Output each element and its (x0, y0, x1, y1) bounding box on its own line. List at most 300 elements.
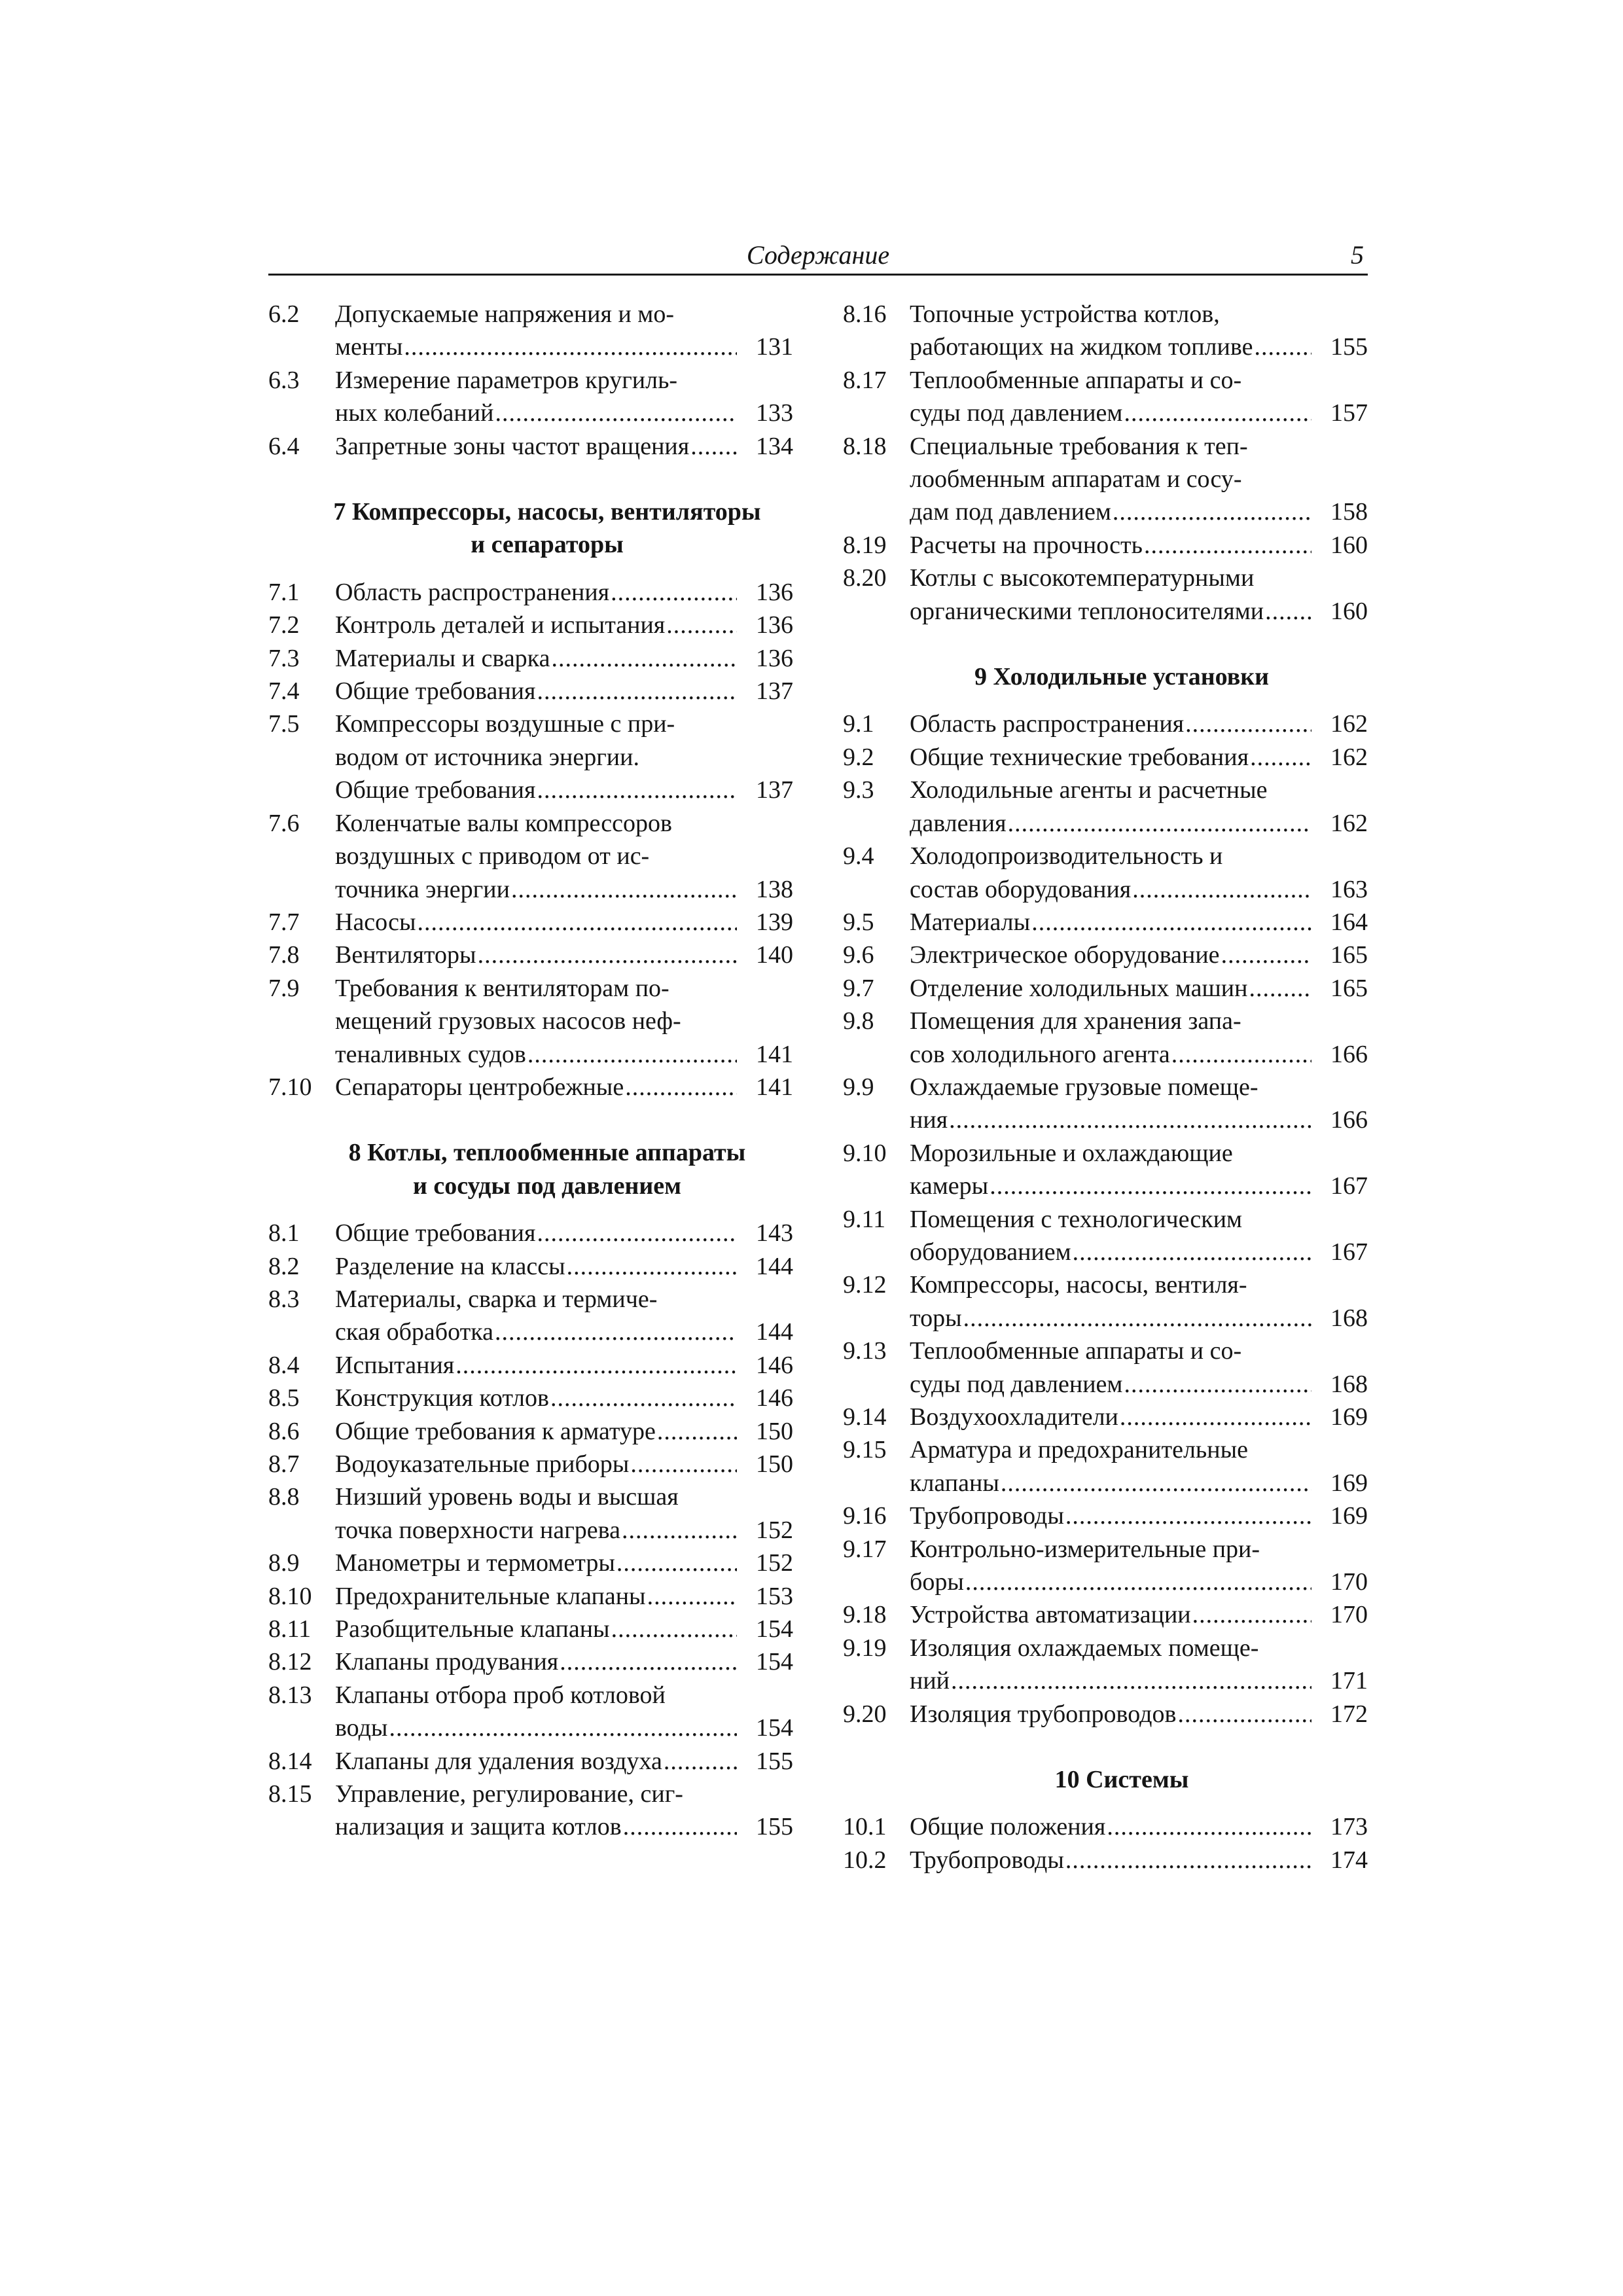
toc-entry-page: 139 (756, 908, 793, 936)
toc-entry-title-text: клапаны (910, 1469, 999, 1497)
toc-entry-title-text: ская обработка (335, 1318, 493, 1346)
toc-entry-title-line (335, 397, 793, 429)
toc-entry-title-line (910, 1698, 1368, 1731)
toc-entry-title-line (910, 939, 1368, 971)
dot-leader (527, 1038, 737, 1071)
dot-leader (1144, 529, 1311, 562)
toc-entry-number: 8.8 (268, 1483, 300, 1511)
toc-entry-title-text: Конструкция котлов (335, 1384, 549, 1412)
toc-entry-title-line (335, 430, 793, 463)
toc-entry-title-line (910, 972, 1368, 1005)
toc-entry-title-text: Насосы (335, 908, 416, 936)
toc-entry-title-line: Холодопроизводительность и (910, 842, 1223, 870)
toc-entry-title-text: точка поверхности нагрева (335, 1516, 620, 1544)
toc-entry-number: 9.4 (843, 842, 874, 870)
toc-entry[interactable] (268, 1382, 793, 1414)
toc-entry-number: 8.12 (268, 1648, 312, 1676)
dot-leader (611, 1613, 737, 1645)
toc-entry[interactable] (268, 298, 793, 364)
toc-entry-number: 6.4 (268, 432, 300, 460)
dot-leader (455, 1349, 737, 1382)
toc-entry-title-text: теналивных судов (335, 1040, 526, 1068)
toc-entry-title-text: Общие требования (335, 1219, 536, 1247)
toc-entry-number: 9.1 (843, 710, 874, 738)
toc-entry-number: 7.6 (268, 809, 300, 837)
toc-entry-page: 143 (756, 1219, 793, 1247)
toc-entry-title-line (910, 873, 1368, 906)
toc-entry-number: 8.17 (843, 366, 887, 394)
running-title: Содержание (746, 240, 890, 270)
toc-entry[interactable] (843, 1844, 1368, 1876)
toc-entry-page: 155 (1330, 333, 1368, 361)
toc-entry[interactable] (268, 642, 793, 675)
toc-entry-title-text: суды под давлением (910, 399, 1123, 427)
toc-entry-page: 136 (756, 578, 793, 606)
toc-entry-number: 9.17 (843, 1535, 887, 1563)
toc-entry[interactable] (268, 1547, 793, 1579)
toc-entry-title-text: Область распространения (335, 578, 610, 606)
dot-leader (611, 576, 737, 609)
toc-entry-page: 166 (1330, 1040, 1368, 1068)
toc-entry-number: 9.18 (843, 1601, 887, 1629)
toc-entry-title-text: воды (335, 1714, 388, 1742)
toc-entry-title-line: Арматура и предохранительные (910, 1436, 1248, 1464)
toc-entry[interactable] (268, 609, 793, 641)
toc-entry-number: 8.13 (268, 1681, 312, 1709)
toc-entry-title-text: Материалы и сварка (335, 644, 550, 672)
dot-leader (1265, 595, 1311, 628)
toc-entry-page: 174 (1330, 1846, 1368, 1874)
toc-entry-number: 7.2 (268, 611, 300, 639)
dot-leader (418, 906, 737, 939)
toc-entry[interactable] (843, 1499, 1368, 1532)
toc-entry-title-line (910, 1844, 1368, 1876)
dot-leader (1254, 331, 1311, 363)
dot-leader (551, 642, 737, 675)
toc-entry-title-text: работающих на жидком топливе (910, 333, 1253, 361)
dot-leader (495, 397, 737, 429)
toc-entry-title-text: Испытания (335, 1351, 455, 1379)
toc-entry[interactable] (843, 430, 1368, 529)
toc-entry-title-line (910, 1566, 1368, 1598)
toc-entry-page: 168 (1330, 1370, 1368, 1398)
toc-entry-title-line (335, 576, 793, 609)
toc-entry-title-text: Отделение холодильных машин (910, 974, 1248, 1002)
toc-entry[interactable] (843, 364, 1368, 430)
toc-entry-number: 9.7 (843, 974, 874, 1002)
toc-entry[interactable] (843, 906, 1368, 939)
toc-entry-page: 154 (756, 1648, 793, 1676)
toc-entry-title-line (335, 1514, 793, 1547)
toc-entry-number: 7.9 (268, 974, 300, 1002)
toc-entry-title-line (335, 939, 793, 971)
toc-entry-number: 8.19 (843, 531, 887, 559)
toc-entry-title-text: органическими теплоносителями (910, 597, 1264, 625)
toc-entry-number: 9.3 (843, 776, 874, 804)
toc-entry[interactable] (843, 840, 1368, 906)
toc-entry-page: 152 (756, 1549, 793, 1577)
toc-entry-number: 8.14 (268, 1747, 312, 1775)
toc-entry-number: 9.13 (843, 1337, 887, 1365)
toc-entry[interactable] (843, 708, 1368, 740)
toc-entry-title-text: торы (910, 1304, 962, 1332)
dot-leader (560, 1645, 737, 1678)
dot-leader (1107, 1810, 1311, 1843)
toc-entry-number: 9.5 (843, 908, 874, 936)
toc-entry-page: 152 (756, 1516, 793, 1544)
dot-leader (1185, 708, 1311, 740)
toc-entry-number: 8.20 (843, 564, 887, 592)
toc-entry-page: 172 (1330, 1700, 1368, 1728)
toc-entry-title-text: дам под давлением (910, 498, 1111, 526)
toc-entry-number: 7.7 (268, 908, 300, 936)
toc-entry-title-text: Разделение на классы (335, 1252, 565, 1280)
toc-entry-page: 141 (756, 1040, 793, 1068)
toc-entry-number: 9.15 (843, 1436, 887, 1464)
toc-entry[interactable] (843, 1698, 1368, 1731)
toc-entry-page: 150 (756, 1450, 793, 1478)
toc-entry-title-text: Запретные зоны частот вращения (335, 432, 690, 460)
toc-entry[interactable] (268, 1250, 793, 1283)
toc-entry-number: 7.5 (268, 710, 300, 738)
toc-entry-title-line (335, 1250, 793, 1283)
toc-entry-title-line: Котлы с высокотемпературными (910, 564, 1255, 592)
toc-entry-number: 8.10 (268, 1582, 312, 1610)
toc-entry-page: 155 (756, 1813, 793, 1841)
dot-leader (965, 1566, 1311, 1598)
toc-entry-page: 170 (1330, 1568, 1368, 1596)
toc-entry[interactable] (268, 1778, 793, 1844)
toc-entry-title-text: нализация и защита котлов (335, 1813, 622, 1841)
toc-entry-number: 9.12 (843, 1271, 887, 1299)
toc-entry-page: 133 (756, 399, 793, 427)
toc-entry[interactable] (843, 1433, 1368, 1499)
toc-entry[interactable] (268, 1645, 793, 1678)
toc-entry-title-text: Клапаны продувания (335, 1648, 559, 1676)
toc-entry-number: 8.5 (268, 1384, 300, 1412)
toc-entry-title-line (910, 595, 1368, 628)
toc-entry-title-line: Измерение параметров кругиль- (335, 366, 678, 394)
dot-leader (1132, 873, 1311, 906)
toc-entry-page: 162 (1330, 809, 1368, 837)
toc-entry-title-text: Контроль деталей и испытания (335, 611, 666, 639)
toc-entry-page: 137 (756, 776, 793, 804)
toc-entry[interactable] (843, 774, 1368, 840)
dot-leader (537, 675, 737, 708)
section-heading-line: 8 Котлы, теплообменные аппараты (348, 1139, 746, 1167)
toc-entry-title-line (910, 1038, 1368, 1071)
dot-leader (622, 1514, 737, 1547)
toc-entry-title-line: водом от источника энергии. (335, 743, 639, 771)
toc-entry-title-line: Требования к вентиляторам по- (335, 974, 669, 1002)
toc-entry-title-text: Разобщительные клапаны (335, 1615, 610, 1643)
toc-entry-number: 9.11 (843, 1205, 886, 1233)
toc-entry-title-line: воздушных с приводом от ис- (335, 842, 650, 870)
toc-entry[interactable] (843, 741, 1368, 774)
toc-entry[interactable] (268, 576, 793, 609)
section-heading-line: 9 Холодильные установки (974, 663, 1270, 691)
toc-entry-number: 8.6 (268, 1417, 300, 1445)
toc-entry-title-line (910, 906, 1368, 939)
toc-entry-title-line (335, 642, 793, 675)
toc-entry-title-line (335, 1810, 793, 1843)
toc-entry-title-line (910, 741, 1368, 774)
toc-entry-title-text: Трубопроводы (910, 1846, 1064, 1874)
toc-entry-title-line: Изоляция охлаждаемых помеще- (910, 1634, 1259, 1662)
dot-leader (664, 1745, 737, 1778)
toc-entry-title-text: Сепараторы центробежные (335, 1073, 624, 1101)
toc-entry[interactable] (843, 1137, 1368, 1203)
toc-entry-title-line: Топочные устройства котлов, (910, 300, 1220, 328)
toc-entry-title-line (335, 1415, 793, 1448)
toc-entry-title-line (910, 1401, 1368, 1433)
toc-entry-number: 9.8 (843, 1007, 874, 1035)
toc-entry-page: 166 (1330, 1106, 1368, 1134)
dot-leader (1250, 741, 1311, 774)
toc-entry-page: 162 (1330, 710, 1368, 738)
toc-entry-number: 6.3 (268, 366, 300, 394)
toc-entry-title-text: ний (910, 1667, 950, 1695)
toc-entry-title-text: Общие требования к арматуре (335, 1417, 656, 1445)
toc-entry-page: 169 (1330, 1502, 1368, 1530)
toc-entry[interactable] (268, 939, 793, 971)
dot-leader (1065, 1844, 1311, 1876)
toc-entry-page: 163 (1330, 875, 1368, 903)
toc-entry-number: 8.11 (268, 1615, 312, 1643)
toc-entry-title-line (335, 675, 793, 708)
dot-leader (690, 430, 737, 463)
dot-leader (1065, 1499, 1311, 1532)
toc-entry-title-line (910, 529, 1368, 562)
toc-entry-title-line (335, 1382, 793, 1414)
toc-entry-number: 9.6 (843, 941, 874, 969)
toc-entry-page: 136 (756, 644, 793, 672)
toc-entry[interactable] (268, 1217, 793, 1249)
toc-entry-number: 8.9 (268, 1549, 300, 1577)
toc-entry-page: 154 (756, 1714, 793, 1742)
toc-entry-title-text: Устройства автоматизации (910, 1601, 1191, 1629)
toc-entry[interactable] (843, 562, 1368, 628)
toc-entry-title-line: Коленчатые валы компрессоров (335, 809, 672, 837)
toc-entry-title-text: Изоляция трубопроводов (910, 1700, 1177, 1728)
toc-entry[interactable] (268, 1480, 793, 1547)
toc-entry[interactable] (843, 1005, 1368, 1071)
toc-entry-title-text: Материалы (910, 908, 1031, 936)
toc-entry-number: 9.19 (843, 1634, 887, 1662)
toc-entry-title-line (335, 1316, 793, 1348)
dot-leader (478, 939, 737, 971)
toc-entry[interactable] (843, 1401, 1368, 1433)
toc-entry[interactable] (843, 1203, 1368, 1269)
toc-entry[interactable] (843, 1335, 1368, 1401)
toc-entry[interactable] (268, 430, 793, 463)
toc-entry-number: 8.4 (268, 1351, 300, 1379)
toc-entry-number: 8.15 (268, 1780, 312, 1808)
toc-entry-title-line (335, 1645, 793, 1678)
toc-entry-title-line (910, 1302, 1368, 1335)
section-heading-line: 10 Системы (1054, 1766, 1189, 1794)
dot-leader (404, 331, 737, 363)
toc-entry[interactable] (843, 1268, 1368, 1335)
toc-entry-page: 168 (1330, 1304, 1368, 1332)
toc-entry-title-text: Вентиляторы (335, 941, 476, 969)
toc-entry-title-text: Область распространения (910, 710, 1185, 738)
section-heading (268, 495, 793, 562)
toc-entry-number: 6.2 (268, 300, 300, 328)
toc-entry[interactable] (268, 1071, 793, 1103)
dot-leader (666, 609, 737, 641)
toc-entry-page: 167 (1330, 1172, 1368, 1200)
toc-entry-number: 9.10 (843, 1139, 887, 1167)
dot-leader (625, 1071, 737, 1103)
toc-entry-title-text: Электрическое оборудование (910, 941, 1220, 969)
toc-entry-number: 8.7 (268, 1450, 300, 1478)
toc-entry-number: 10.1 (843, 1813, 887, 1841)
toc-entry-title-line: Компрессоры воздушные с при- (335, 710, 675, 738)
toc-entry-number: 7.1 (268, 578, 300, 606)
dot-leader (1192, 1598, 1311, 1631)
toc-entry-page: 131 (756, 333, 793, 361)
toc-entry[interactable] (268, 708, 793, 806)
toc-entry-title-line (910, 1499, 1368, 1532)
toc-entry-title-line (335, 1038, 793, 1071)
toc-entry[interactable] (268, 807, 793, 906)
toc-entry-page: 137 (756, 677, 793, 706)
toc-entry-page: 165 (1330, 941, 1368, 969)
toc-entry-page: 164 (1330, 908, 1368, 936)
toc-entry-title-line (335, 1712, 793, 1744)
toc-entry-number: 7.10 (268, 1073, 312, 1101)
dot-leader (537, 774, 737, 806)
toc-entry[interactable] (268, 364, 793, 430)
toc-entry-page: 158 (1330, 498, 1368, 526)
toc-entry[interactable] (268, 1679, 793, 1745)
toc-entry-title-line (910, 708, 1368, 740)
toc-entry-page: 173 (1330, 1813, 1368, 1841)
toc-entry-page: 162 (1330, 743, 1368, 771)
toc-entry-page: 171 (1330, 1667, 1368, 1695)
toc-entry[interactable] (843, 972, 1368, 1005)
toc-entry[interactable] (843, 939, 1368, 971)
toc-left-column (268, 298, 793, 1844)
toc-entry-title-line: Контрольно-измерительные при- (910, 1535, 1260, 1563)
toc-entry-page: 154 (756, 1615, 793, 1643)
toc-entry-title-line (910, 1170, 1368, 1202)
dot-leader (389, 1712, 737, 1744)
toc-entry[interactable] (843, 1810, 1368, 1843)
toc-entry[interactable] (268, 1580, 793, 1613)
toc-entry-title-line (910, 1467, 1368, 1499)
dot-leader (511, 873, 737, 906)
toc-entry-title-line (335, 331, 793, 363)
dot-leader (1221, 939, 1311, 971)
toc-entry-number: 8.16 (843, 300, 887, 328)
toc-entry-page: 169 (1330, 1469, 1368, 1497)
toc-entry[interactable] (268, 1613, 793, 1645)
toc-entry[interactable] (268, 1745, 793, 1778)
toc-entry[interactable] (268, 906, 793, 939)
toc-entry-title-line: Специальные требования к теп- (910, 432, 1248, 460)
toc-entry-number: 8.1 (268, 1219, 300, 1247)
toc-entry-title-text: Водоуказательные приборы (335, 1450, 630, 1478)
toc-entry-title-text: Трубопроводы (910, 1502, 1064, 1530)
toc-entry-title-text: Общие положения (910, 1813, 1106, 1841)
toc-entry-number: 7.8 (268, 941, 300, 969)
dot-leader (1120, 1401, 1311, 1433)
toc-entry-title-text: Расчеты на прочность (910, 531, 1143, 559)
toc-entry[interactable] (268, 972, 793, 1071)
toc-entry-title-line: Клапаны отбора проб котловой (335, 1681, 666, 1709)
toc-entry[interactable] (843, 529, 1368, 562)
dot-leader (537, 1217, 737, 1249)
toc-entry-page: 141 (756, 1073, 793, 1101)
dot-leader (951, 1664, 1311, 1697)
toc-entry-title-line: Холодильные агенты и расчетные (910, 776, 1268, 804)
toc-entry-title-line: Помещения для хранения запа- (910, 1007, 1241, 1035)
toc-entry[interactable] (843, 1533, 1368, 1599)
toc-entry-title-line (910, 331, 1368, 363)
toc-entry-title-line (335, 1580, 793, 1613)
toc-entry[interactable] (268, 675, 793, 708)
toc-entry-title-line (910, 397, 1368, 429)
toc-entry-page: 170 (1330, 1601, 1368, 1629)
toc-entry-page: 153 (756, 1582, 793, 1610)
dot-leader (647, 1580, 737, 1613)
toc-entry-title-text: точника энергии (335, 875, 510, 903)
toc-entry[interactable] (843, 1071, 1368, 1137)
toc-entry-title-text: сов холодильного агента (910, 1040, 1170, 1068)
toc-entry-title-text: камеры (910, 1172, 989, 1200)
toc-entry-page: 134 (756, 432, 793, 460)
section-heading-line: и сосуды под давлением (412, 1172, 682, 1200)
toc-entry-title-text: ных колебаний (335, 399, 494, 427)
toc-entry-page: 157 (1330, 399, 1368, 427)
toc-entry-number: 9.2 (843, 743, 874, 771)
toc-entry[interactable] (268, 1448, 793, 1480)
toc-entry-title-line (335, 1217, 793, 1249)
toc-entry-title-line (910, 1368, 1368, 1401)
toc-entry-title-line: Морозильные и охлаждающие (910, 1139, 1233, 1167)
section-heading-line: 7 Компрессоры, насосы, вентиляторы (333, 498, 761, 526)
toc-entry[interactable] (843, 298, 1368, 364)
toc-entry[interactable] (843, 1598, 1368, 1631)
toc-entry[interactable] (843, 1632, 1368, 1698)
dot-leader (1171, 1038, 1311, 1071)
toc-entry-title-line (910, 1236, 1368, 1268)
page-header (268, 237, 1368, 276)
toc-entry-title-line (335, 774, 793, 806)
dot-leader (495, 1316, 737, 1348)
toc-entry-title-line (335, 1349, 793, 1382)
toc-entry[interactable] (268, 1283, 793, 1349)
toc-entry-title-text: Предохранительные клапаны (335, 1582, 646, 1610)
toc-entry[interactable] (268, 1415, 793, 1448)
toc-entry-title-text: давления (910, 809, 1007, 837)
section-heading (843, 1763, 1368, 1796)
toc-entry-title-line: Материалы, сварка и термиче- (335, 1285, 658, 1313)
toc-entry-title-line (910, 1598, 1368, 1631)
dot-leader (1008, 807, 1311, 840)
toc-entry-page: 138 (756, 875, 793, 903)
toc-entry-title-line: Помещения с технологическим (910, 1205, 1243, 1233)
toc-entry-title-text: оборудованием (910, 1238, 1071, 1266)
toc-entry[interactable] (268, 1349, 793, 1382)
dot-leader (1073, 1236, 1311, 1268)
dot-leader (949, 1103, 1311, 1136)
toc-entry-title-line (335, 1613, 793, 1645)
toc-entry-title-line: мещений грузовых насосов неф- (335, 1007, 681, 1035)
dot-leader (963, 1302, 1311, 1335)
